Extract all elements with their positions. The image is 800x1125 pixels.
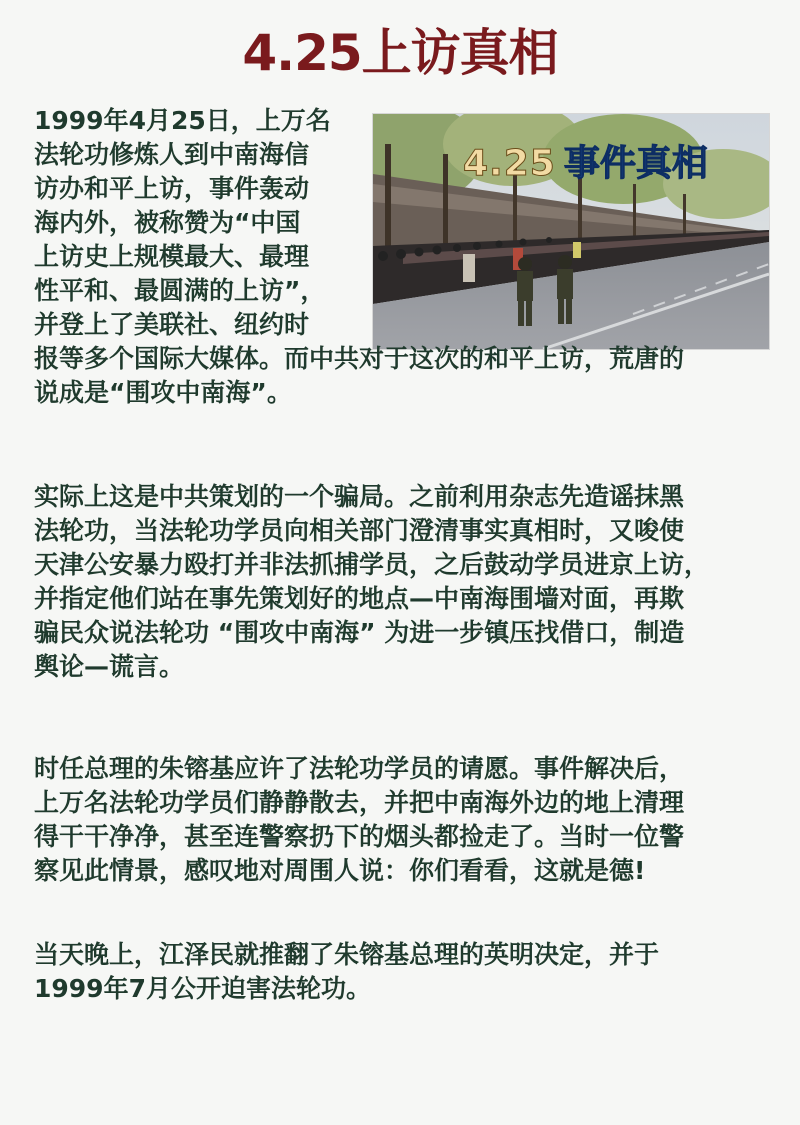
paragraph-line: 当天晚上，江泽民就推翻了朱镕基总理的英明决定，并于 xyxy=(34,940,660,969)
paragraph-line: 骗民众说法轮功 “围攻中南海” 为进一步镇压找借口，制造 xyxy=(34,618,685,647)
paragraph-line: 并指定他们站在事先策划好的地点—中南海围墙对面，再欺 xyxy=(34,584,685,613)
photo-caption-text: 事件真相 xyxy=(563,143,708,184)
paragraph-line: 得干干净净，甚至连警察扔下的烟头都捡走了。当时一位警 xyxy=(34,822,685,851)
paragraph-line: 说成是“围攻中南海”。 xyxy=(34,378,292,407)
paragraph-line: 并登上了美联社、纽约时 xyxy=(34,310,310,339)
paragraph-line: 1999年4月25日，上万名 xyxy=(34,106,331,135)
paragraph-line: 舆论—谎言。 xyxy=(34,652,185,681)
paragraph-line: 上万名法轮功学员们静静散去，并把中南海外边的地上清理 xyxy=(34,788,685,817)
paragraph-line: 时任总理的朱镕基应许了法轮功学员的请愿。事件解决后， xyxy=(34,754,685,783)
paragraph-line: 报等多个国际大媒体。而中共对于这次的和平上访，荒唐的 xyxy=(34,344,685,373)
paragraph-line: 察见此情景，感叹地对周围人说：你们看看，这就是德! xyxy=(34,856,646,885)
paragraph-line: 访办和平上访，事件轰动 xyxy=(34,174,310,203)
paragraph-line: 海内外，被称赞为“中国 xyxy=(34,208,301,237)
photo-caption-number: 4.25 xyxy=(463,143,556,184)
paragraph-line: 法轮功，当法轮功学员向相关部门澄清事实真相时，又唆使 xyxy=(34,516,685,545)
paragraph-line: 实际上这是中共策划的一个骗局。之前利用杂志先造谣抹黑 xyxy=(34,482,685,511)
paragraph-line: 上访史上规模最大、最理 xyxy=(34,242,310,271)
paragraph-line: 天津公安暴力殴打并非法抓捕学员，之后鼓动学员进京上访， xyxy=(34,550,710,579)
paragraph-line: 1999年7月公开迫害法轮功。 xyxy=(34,974,371,1003)
paragraph-line: 性平和、最圆满的上访”， xyxy=(34,276,326,305)
paragraph-4 xyxy=(34,938,659,1006)
paragraph-1 xyxy=(34,104,684,410)
page-title: 4.25上访真相 xyxy=(242,24,558,82)
paragraph-2 xyxy=(34,480,709,684)
paragraph-3 xyxy=(34,752,684,888)
paragraph-line: 法轮功修炼人到中南海信 xyxy=(34,140,310,169)
